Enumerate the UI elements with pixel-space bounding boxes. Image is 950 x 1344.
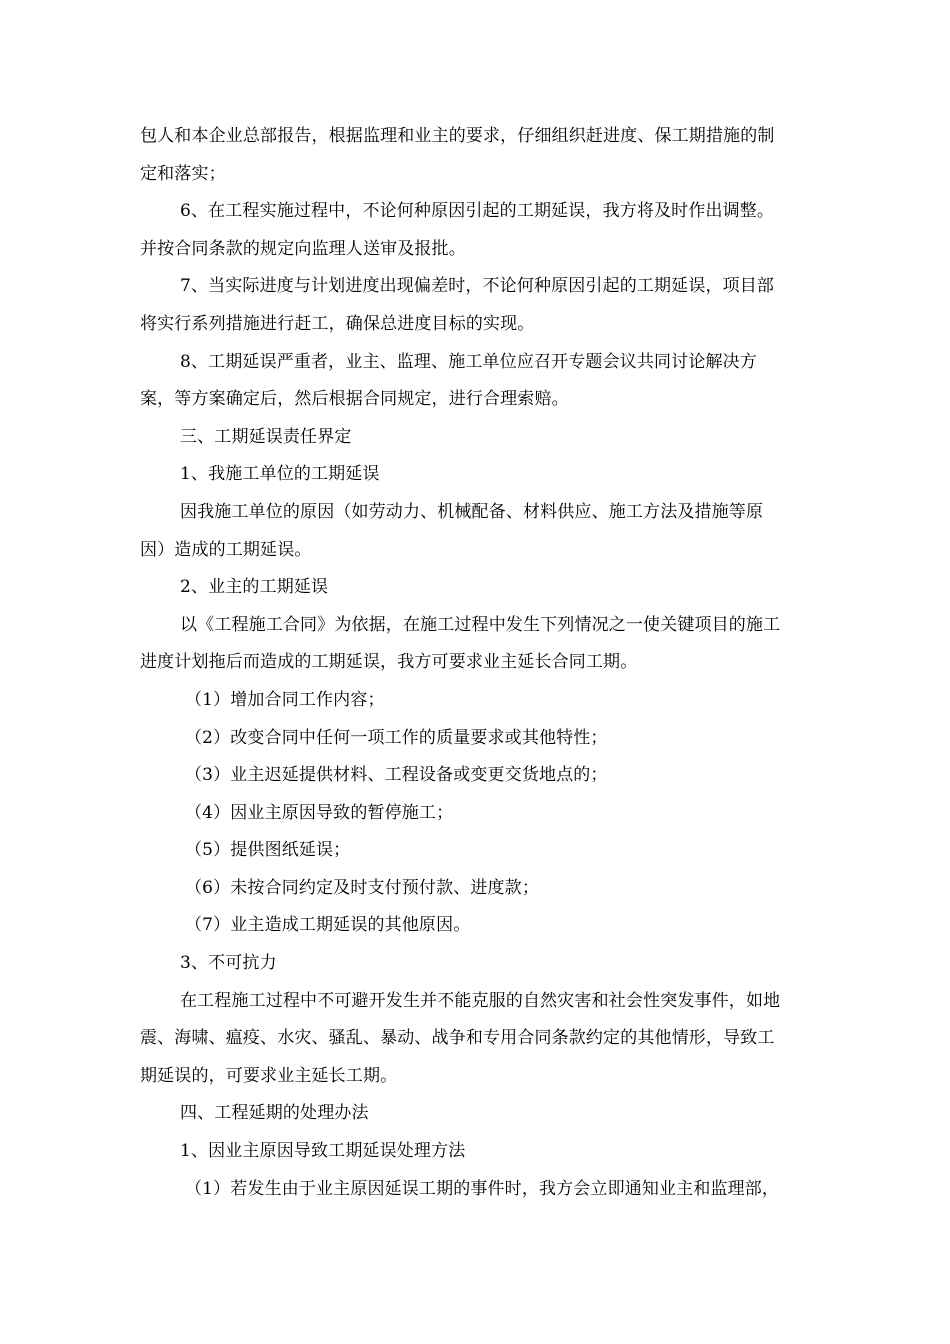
text-line: 6、在工程实施过程中，不论何种原因引起的工期延误，我方将及时作出调整。: [180, 201, 775, 222]
text-line: 案，等方案确定后，然后根据合同规定，进行合理索赔。: [140, 389, 569, 410]
section-heading: 三、工期延误责任界定: [180, 426, 352, 447]
list-item: （1）若发生由于业主原因延误工期的事件时，我方会立即通知业主和监理部，: [185, 1178, 780, 1199]
list-item: （6）未按合同约定及时支付预付款、进度款；: [185, 877, 539, 898]
text-line: 震、海啸、瘟疫、水灾、骚乱、暴动、战争和专用合同条款约定的其他情形，导致工: [140, 1028, 775, 1049]
list-item: （5）提供图纸延误；: [185, 840, 351, 861]
subsection-heading: 3、不可抗力: [180, 953, 277, 974]
text-line: 7、当实际进度与计划进度出现偏差时，不论何种原因引起的工期延误，项目部: [180, 276, 775, 297]
text-line: 在工程施工过程中不可避开发生并不能克服的自然灾害和社会性突发事件，如地: [180, 990, 781, 1011]
list-item: （3）业主迟延提供材料、工程设备或变更交货地点的；: [185, 765, 608, 786]
subsection-heading: 1、我施工单位的工期延误: [180, 464, 380, 485]
section-heading: 四、工程延期的处理办法: [180, 1103, 369, 1124]
list-item: （1）增加合同工作内容；: [185, 689, 385, 710]
subsection-heading: 1、因业主原因导致工期延误处理方法: [180, 1141, 466, 1162]
list-item: （2）改变合同中任何一项工作的质量要求或其他特性；: [185, 727, 608, 748]
text-line: 8、工期延误严重者，业主、监理、施工单位应召开专题会议共同讨论解决方: [180, 351, 757, 372]
list-item: （4）因业主原因导致的暂停施工；: [185, 802, 454, 823]
text-line: 并按合同条款的规定向监理人送审及报批。: [140, 238, 466, 259]
text-line: 因）造成的工期延误。: [140, 539, 312, 560]
text-line: 定和落实；: [140, 163, 226, 184]
text-line: 以《工程施工合同》为依据，在施工过程中发生下列情况之一使关键项目的施工: [180, 614, 781, 635]
text-line: 期延误的，可要求业主延长工期。: [140, 1065, 398, 1086]
document-page: [140, 118, 816, 1208]
text-line: 将实行系列措施进行赶工，确保总进度目标的实现。: [140, 313, 535, 334]
text-line: 因我施工单位的原因（如劳动力、机械配备、材料供应、施工方法及措施等原: [180, 501, 764, 522]
subsection-heading: 2、业主的工期延误: [180, 577, 329, 598]
text-line: 包人和本企业总部报告，根据监理和业主的要求，仔细组织赶进度、保工期措施的制: [140, 126, 775, 146]
text-line: 进度计划拖后而造成的工期延误，我方可要求业主延长合同工期。: [140, 652, 638, 673]
list-item: （7）业主造成工期延误的其他原因。: [185, 915, 471, 936]
